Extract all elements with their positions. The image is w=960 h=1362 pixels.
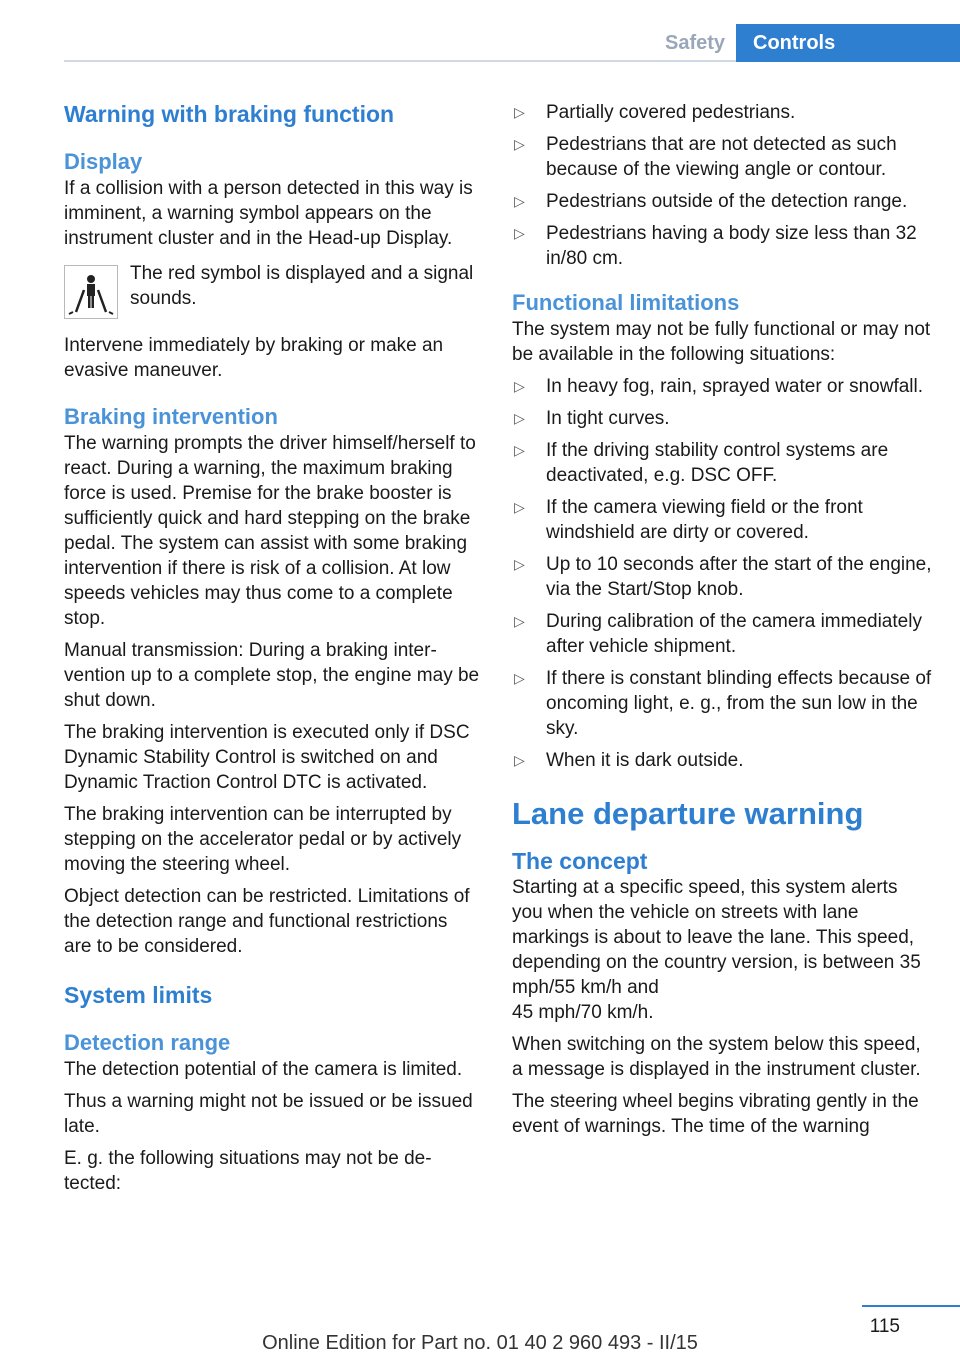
triangle-bullet-icon: ▷ [514,225,525,241]
page-number: 115 [869,1316,900,1337]
triangle-bullet-icon: ▷ [514,752,525,768]
paragraph-functional: The system may not be fully functional or may not be available in the following situations: [512,319,931,365]
paragraph-display: If a collision with a person detected in this way is imminent, a warning symbol appears on the instrument cluster and in the Head-up Display. [64,178,473,249]
heading-functional-limitations: Functional limitations [512,290,740,315]
list-item: ▷ If the driving stability control systems are deactivated, e.g. DSC OFF. [514,440,889,486]
paragraph-range-2: Thus a warning might not be issued or be issued late. [64,1091,473,1137]
list-item: ▷ When it is dark outside. [514,750,744,771]
heading-display: Display [64,149,143,174]
right-column [512,100,932,1139]
list-item: ▷ Partially covered pedestrians. [514,102,796,123]
heading-warning-braking: Warning with braking function [64,101,395,127]
triangle-bullet-icon: ▷ [514,104,525,120]
paragraph-intervene: Intervene immediately by braking or make an evasive maneuver. [64,335,444,381]
list-item: ▷ If the camera viewing field or the front windshield are dirty or covered. [514,497,863,543]
paragraph-range-1: The detection potential of the camera is limited. [64,1059,463,1080]
triangle-bullet-icon: ▷ [514,613,525,629]
list-item: ▷ Pedestrians that are not detected as such because of the viewing angle or contour. [514,134,897,180]
heading-braking-intervention: Braking intervention [64,404,278,429]
list-item: ▷ In heavy fog, rain, sprayed water or snowfall. [514,376,924,397]
paragraph-concept-2: When switching on the system below this speed, a message is displayed in the instrument cluster. [512,1034,921,1080]
triangle-bullet-icon: ▷ [514,136,525,152]
list-item: ▷ If there is constant blinding effects because of oncoming light, e. g., from the sun low in the sky. [514,668,932,739]
list-undetected [512,100,932,271]
paragraph-range-3: E. g. the following situations may not be detected: [64,1148,432,1194]
footer-rule [862,1305,960,1307]
icon-note [64,261,480,319]
paragraph-braking-3: The braking intervention is executed only if DSC Dynamic Stability Control is switched on and Dynamic Traction Control DTC is activated. [64,722,470,793]
pedestrian-warning-icon [64,265,118,319]
paragraph-braking-1: The warning prompts the driver himself/herself to react. During a warning, the maximum braking force is used. Premise for the brake booster is sufficiently quick and hard stepping on the brake pedal. The system can assist with some braking intervention if there is risk of a collision. At low speeds vehicles may thus come to a complete stop. [64,433,476,629]
triangle-bullet-icon: ▷ [514,556,525,572]
heading-lane-departure: Lane departure warning [512,796,864,831]
triangle-bullet-icon: ▷ [514,193,525,209]
heading-detection-range: Detection range [64,1030,231,1055]
paragraph-braking-2: Manual transmission: During a braking intervention up to a complete stop, the engine may be shut down. [64,640,480,711]
list-situations [512,374,932,773]
list-item: ▷ Pedestrians having a body size less than 32 in/80 cm. [514,223,917,269]
header-tab-safety[interactable]: Safety [664,32,726,54]
list-item: ▷ In tight curves. [514,408,670,429]
triangle-bullet-icon: ▷ [514,499,525,515]
triangle-bullet-icon: ▷ [514,670,525,686]
list-item: ▷ During calibration of the camera immediately after vehicle shipment. [514,611,922,657]
paragraph-concept-1b: 45 mph/70 km/h. [512,1002,654,1023]
list-item: ▷ Up to 10 seconds after the start of the engine, via the Start/Stop knob. [514,554,932,600]
triangle-bullet-icon: ▷ [514,442,525,458]
list-item: ▷ Pedestrians outside of the detection range. [514,191,908,212]
heading-concept: The concept [512,848,648,874]
footer-edition: Online Edition for Part no. 01 40 2 960 493 - II/15 [262,1332,698,1354]
paragraph-braking-4: The braking intervention can be interrupted by stepping on the accelerator pedal or by actively moving the steering wheel. [64,804,462,875]
triangle-bullet-icon: ▷ [514,378,525,394]
header-tab-controls[interactable]: Controls [736,24,960,62]
triangle-bullet-icon: ▷ [514,410,525,426]
paragraph-braking-5: Object detection can be restricted. Limitations of the detection range and functional restrictions are to be considered. [64,886,470,957]
paragraph-concept-3: The steering wheel begins vibrating gently in the event of warnings. The time of the warning [512,1091,919,1137]
left-column [64,100,480,1196]
heading-system-limits: System limits [64,982,213,1008]
paragraph-icon-note: The red symbol is displayed and a signal sounds. [130,263,474,309]
paragraph-concept-1a: Starting at a specific speed, this system alerts you when the vehicle on streets with lane markings is about to leave the lane. This speed, depending on the country version, is between 35 mph/55 km/h and [512,877,921,998]
